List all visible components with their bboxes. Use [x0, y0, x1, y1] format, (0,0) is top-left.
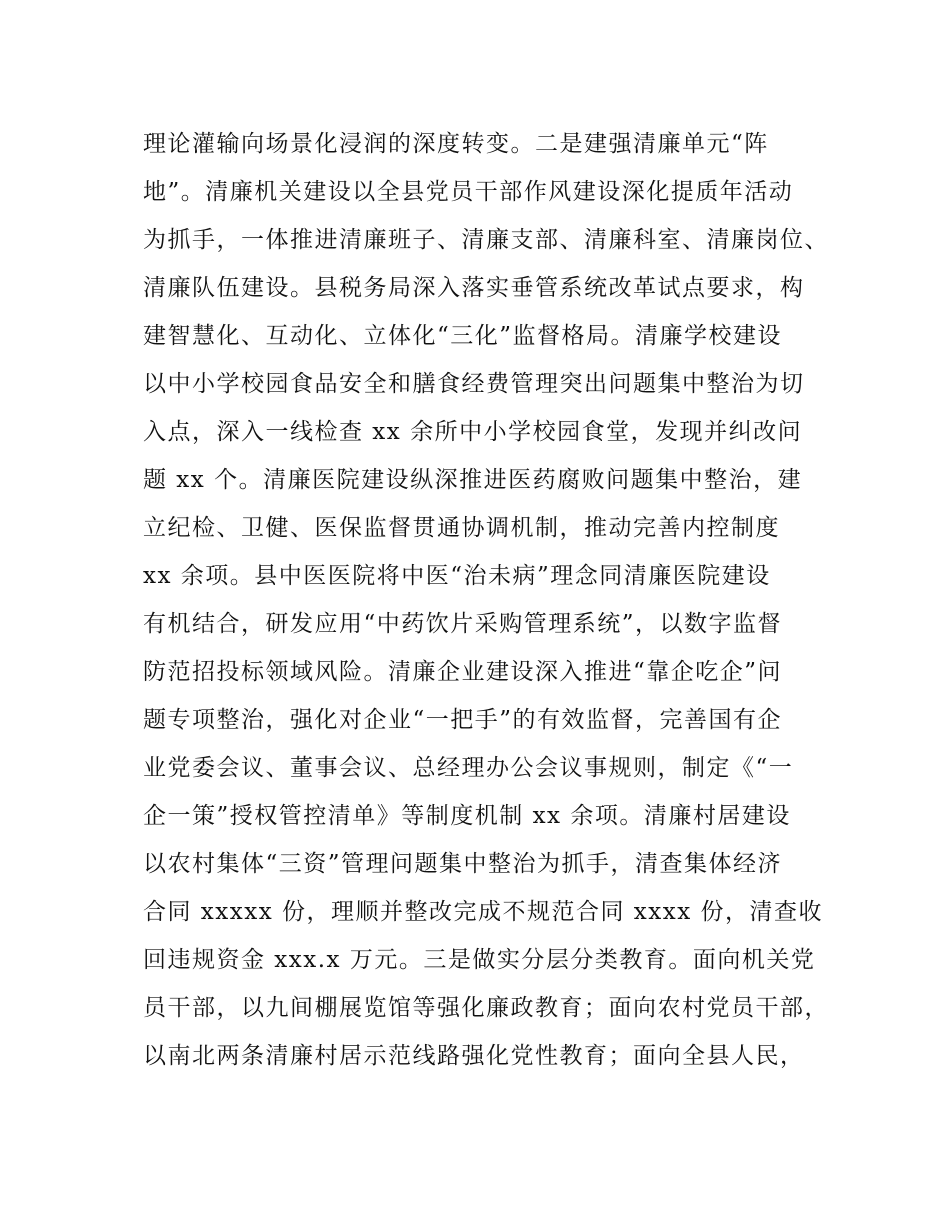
text-line: 以农村集体“三资”管理问题集中整治为抓手，清查集体经济: [143, 851, 783, 877]
text-line: 防范招投标领域风险。清廉企业建设深入推进“靠企吃企”问: [143, 659, 783, 685]
text-line: xx 余项。县中医医院将中医“治未病”理念同清廉医院建设: [143, 563, 771, 589]
text-line: 题专项整治，强化对企业“一把手”的有效监督，完善国有企: [143, 707, 783, 733]
text-line: 业党委会议、董事会议、总经理办公会议事规则，制定《“一: [143, 755, 794, 781]
text-line: 题 xx 个。清廉医院建设纵深推进医药腐败问题集中整治，建: [143, 467, 803, 493]
text-line: 员干部，以九间棚展览馆等强化廉政教育；面向农村党员干部，: [143, 995, 829, 1021]
text-line: 理论灌输向场景化浸润的深度转变。二是建强清廉单元“阵: [143, 131, 769, 157]
text-line: 地”。清廉机关建设以全县党员干部作风建设深化提质年活动: [143, 179, 794, 205]
body-text: [143, 120, 843, 1080]
text-line: 立纪检、卫健、医保监督贯通协调机制，推动完善内控制度: [143, 515, 780, 541]
text-line: 为抓手，一体推进清廉班子、清廉支部、清廉科室、清廉岗位、: [143, 227, 829, 253]
text-line: 建智慧化、互动化、立体化“三化”监督格局。清廉学校建设: [143, 323, 783, 349]
text-line: 有机结合，研发应用“中药饮片采购管理系统”，以数字监督: [143, 611, 783, 637]
text-line: 合同 xxxxx 份，理顺并整改完成不规范合同 xxxx 份，清查收: [143, 899, 823, 925]
text-line: 以中小学校园食品安全和膳食经费管理突出问题集中整治为切: [143, 371, 805, 397]
text-line: 入点，深入一线检查 xx 余所中小学校园食堂，发现并纠改问: [143, 419, 803, 445]
text-line: 企一策”授权管控清单》等制度机制 xx 余项。清廉村居建设: [143, 803, 791, 829]
text-line: 回违规资金 xxx.x 万元。三是做实分层分类教育。面向机关党: [143, 947, 816, 973]
text-line: 清廉队伍建设。县税务局深入落实垂管系统改革试点要求，构: [143, 275, 805, 301]
text-line: 以南北两条清廉村居示范线路强化党性教育；面向全县人民，: [143, 1043, 805, 1069]
